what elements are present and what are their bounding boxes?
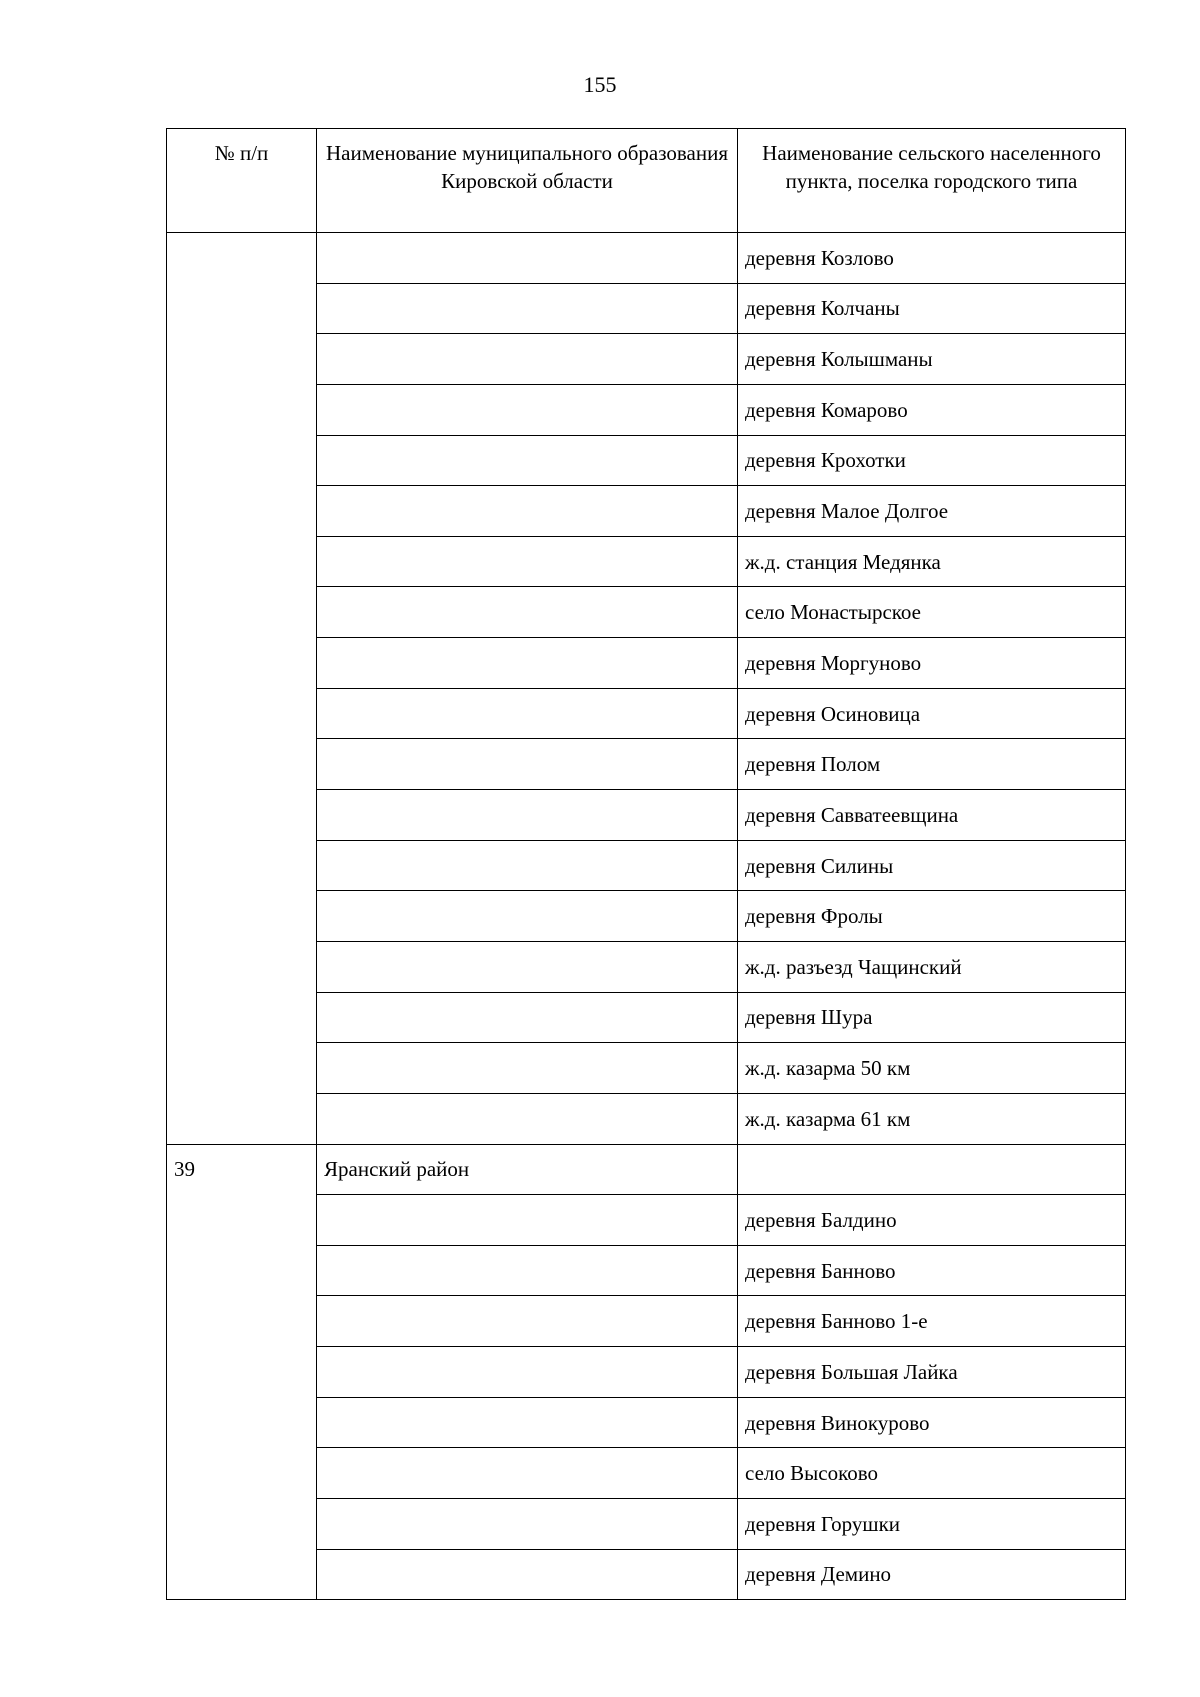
municipality-cell [317, 1296, 738, 1347]
settlement-cell: ж.д. разъезд Чащинский [738, 941, 1126, 992]
settlement-cell: деревня Винокурово [738, 1397, 1126, 1448]
settlement-cell: село Монастырское [738, 587, 1126, 638]
municipality-cell [317, 384, 738, 435]
settlement-cell: деревня Большая Лайка [738, 1347, 1126, 1398]
settlement-cell: деревня Комарово [738, 384, 1126, 435]
header-number: № п/п [167, 129, 317, 233]
row-number-cell [167, 233, 317, 1145]
settlement-cell: село Высоково [738, 1448, 1126, 1499]
municipality-cell [317, 688, 738, 739]
settlement-cell: деревня Савватеевщина [738, 790, 1126, 841]
municipality-cell [317, 1195, 738, 1246]
settlement-cell: деревня Балдино [738, 1195, 1126, 1246]
municipality-cell [317, 233, 738, 284]
municipality-cell [317, 1499, 738, 1550]
municipality-cell [317, 587, 738, 638]
table-row [167, 1144, 1126, 1195]
municipality-cell [317, 435, 738, 486]
settlement-cell: деревня Моргуново [738, 638, 1126, 689]
settlement-cell: деревня Осиновица [738, 688, 1126, 739]
header-municipality: Наименование муниципального образования Кировской области [317, 129, 738, 233]
settlement-cell: деревня Банново [738, 1245, 1126, 1296]
settlements-table [166, 128, 1126, 1600]
municipality-cell [317, 1245, 738, 1296]
settlement-cell: ж.д. казарма 50 км [738, 1043, 1126, 1094]
municipality-cell [317, 840, 738, 891]
settlement-cell: деревня Фролы [738, 891, 1126, 942]
settlement-cell: деревня Шура [738, 992, 1126, 1043]
header-settlement: Наименование сельского населенного пункта, поселка городского типа [738, 129, 1126, 233]
municipality-cell [317, 536, 738, 587]
municipality-cell [317, 941, 738, 992]
municipality-cell [317, 1347, 738, 1398]
municipality-cell: Яранский район [317, 1144, 738, 1195]
municipality-cell [317, 334, 738, 385]
settlement-cell: деревня Колчаны [738, 283, 1126, 334]
municipality-cell [317, 739, 738, 790]
municipality-cell [317, 486, 738, 537]
settlement-cell: деревня Горушки [738, 1499, 1126, 1550]
settlement-cell: деревня Банново 1-е [738, 1296, 1126, 1347]
settlement-cell [738, 1144, 1126, 1195]
settlement-cell: деревня Силины [738, 840, 1126, 891]
municipality-cell [317, 1549, 738, 1600]
municipality-cell [317, 1397, 738, 1448]
municipality-cell [317, 638, 738, 689]
municipality-cell [317, 1093, 738, 1144]
header-row [167, 129, 1126, 233]
settlement-cell: ж.д. казарма 61 км [738, 1093, 1126, 1144]
settlement-cell: деревня Козлово [738, 233, 1126, 284]
settlement-cell: деревня Малое Долгое [738, 486, 1126, 537]
municipality-cell [317, 891, 738, 942]
settlement-cell: деревня Крохотки [738, 435, 1126, 486]
municipality-cell [317, 790, 738, 841]
page-number: 155 [583, 72, 617, 97]
table-header [167, 129, 1126, 233]
settlement-cell: деревня Полом [738, 739, 1126, 790]
municipality-cell [317, 283, 738, 334]
table-body [167, 233, 1126, 1600]
settlement-cell: ж.д. станция Медянка [738, 536, 1126, 587]
municipality-cell [317, 1043, 738, 1094]
settlement-cell: деревня Демино [738, 1549, 1126, 1600]
table-row [167, 233, 1126, 284]
municipality-cell [317, 1448, 738, 1499]
municipality-cell [317, 992, 738, 1043]
settlement-cell: деревня Колышманы [738, 334, 1126, 385]
row-number-cell: 39 [167, 1144, 317, 1600]
